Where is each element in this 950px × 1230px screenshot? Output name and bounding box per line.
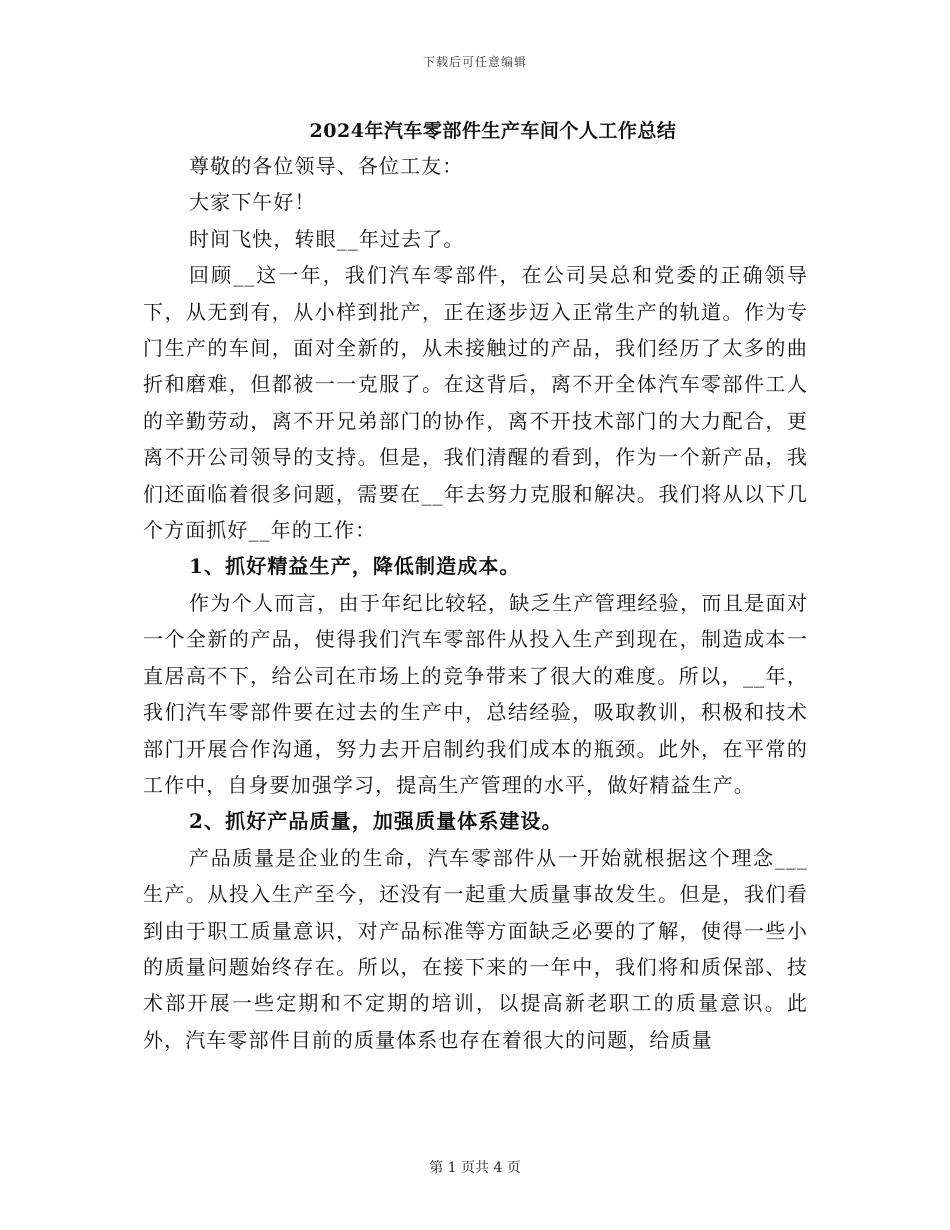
page-number-footer: 第 1 页共 4 页: [429, 1160, 521, 1176]
section-2-paragraph: 产品质量是企业的生命，汽车零部件从一开始就根据这个理念___生产。从投入生产至今，还没有一起重大质量事故发生。但是，我们看到由于职工质量意识，对产品标准等方面缺乏必要的了解，使得一些小的质量问题始终存在。所以，在接下来的一年中，我们将和质保部、技术部开展一些定期和不定期的培训，以提高新老职工的质量意识。此外，汽车零部件目前的质量体系也存在着很大的问题，给质量: [143, 845, 808, 1052]
section-1-paragraph: 作为个人而言，由于年纪比较轻，缺乏生产管理经验，而且是面对一个全新的产品，使得我们汽车零部件从投入生产到现在，制造成本一直居高不下，给公司在市场上的竞争带来了很大的难度。所以，__年，我们汽车零部件要在过去的生产中，总结经验，吸取教训，积极和技术部门开展合作沟通，努力去开启制约我们成本的瓶颈。此外，在平常的工作中，自身要加强学习，提高生产管理的水平，做好精益生产。: [143, 590, 808, 797]
document-body: [143, 148, 808, 1058]
salutation-paragraph: 尊敬的各位领导、各位工友：: [189, 154, 464, 178]
greeting-paragraph: 大家下午好！: [189, 190, 316, 215]
review-paragraph: 回顾__这一年，我们汽车零部件，在公司吴总和党委的正确领导下，从无到有，从小样到批产，正在逐步迈入正常生产的轨道。作为专门生产的车间，面对全新的，从未接触过的产品，我们经历了太多的曲折和磨难，但都被一一克服了。在这背后，离不开全体汽车零部件工人的辛勤劳动，离不开兄弟部门的协作，离不开技术部门的大力配合，更离不开公司领导的支持。但是，我们清醒的看到，作为一个新产品，我们还面临着很多问题，需要在__年去努力克服和解决。我们将从以下几个方面抓好__年的工作：: [143, 263, 808, 543]
intro-paragraph: 时间飞快，转眼__年过去了。: [189, 226, 465, 251]
header-note: 下载后可任意编辑: [422, 55, 527, 69]
document-title: 2024年汽车零部件生产车间个人工作总结: [309, 120, 677, 142]
section-heading-2: 2、抓好产品质量，加强质量体系建设。: [189, 809, 563, 834]
section-heading-1: 1、抓好精益生产，降低制造成本。: [189, 554, 521, 579]
